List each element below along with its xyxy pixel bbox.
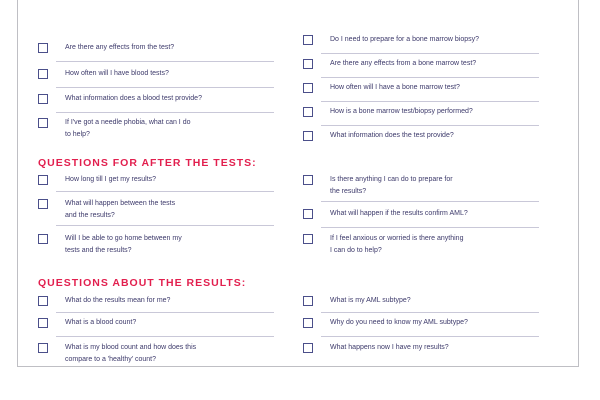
question-item[interactable] — [38, 342, 268, 368]
divider — [321, 77, 539, 78]
question-text: What will happen if the results confirm AML? — [330, 210, 468, 217]
question-text: If I feel anxious or worried is there anything I can do to help? — [330, 235, 464, 254]
question-item[interactable] — [38, 93, 268, 113]
checkbox[interactable] — [303, 175, 313, 185]
divider — [56, 336, 274, 337]
checkbox[interactable] — [38, 318, 48, 328]
question-item[interactable] — [303, 34, 533, 54]
question-text: Why do you need to know my AML subtype? — [330, 319, 468, 326]
divider — [321, 53, 539, 54]
checkbox[interactable] — [38, 43, 48, 53]
checkbox[interactable] — [303, 234, 313, 244]
checkbox[interactable] — [38, 175, 48, 185]
checkbox[interactable] — [303, 209, 313, 219]
question-item[interactable] — [303, 82, 533, 102]
divider — [56, 312, 274, 313]
question-item[interactable] — [38, 198, 268, 226]
question-text: How often will I have a bone marrow test? — [330, 84, 460, 91]
question-text: What is my AML subtype? — [330, 297, 411, 304]
checkbox[interactable] — [38, 118, 48, 128]
divider — [321, 336, 539, 337]
question-text: What is my blood count and how does this compare to a 'healthy' count? — [65, 344, 197, 363]
divider — [321, 125, 539, 126]
question-item[interactable] — [303, 174, 533, 202]
question-item[interactable] — [303, 106, 533, 126]
question-text: Is there anything I can do to prepare for the results? — [330, 176, 453, 195]
checkbox[interactable] — [303, 296, 313, 306]
checkbox[interactable] — [303, 83, 313, 93]
checkbox[interactable] — [303, 131, 313, 141]
question-text: Are there any effects from the test? — [65, 44, 175, 51]
question-text: What happens now I have my results? — [330, 344, 449, 351]
divider — [321, 101, 539, 102]
divider — [321, 201, 539, 202]
question-item[interactable] — [38, 117, 268, 145]
divider — [56, 191, 274, 192]
question-text: How often will I have blood tests? — [65, 70, 169, 77]
question-item[interactable] — [303, 208, 533, 228]
question-item[interactable] — [303, 342, 533, 362]
question-item[interactable] — [303, 295, 533, 313]
section-heading-after-tests: QUESTIONS FOR AFTER THE TESTS: — [38, 157, 257, 169]
checkbox[interactable] — [38, 234, 48, 244]
question-text: How long till I get my results? — [65, 176, 157, 183]
divider — [321, 312, 539, 313]
question-text: Do I need to prepare for a bone marrow biopsy? — [330, 36, 480, 43]
question-text: Are there any effects from a bone marrow test? — [330, 60, 477, 67]
checkbox[interactable] — [38, 296, 48, 306]
question-text: What will happen between the tests and the results? — [65, 200, 176, 219]
divider — [321, 227, 539, 228]
question-text: What do the results mean for me? — [65, 297, 171, 304]
question-item[interactable] — [303, 317, 533, 337]
page-border-left — [17, 0, 18, 366]
question-item[interactable] — [38, 174, 268, 192]
question-text: What is a blood count? — [65, 319, 137, 326]
question-item[interactable] — [303, 58, 533, 78]
checkbox[interactable] — [38, 94, 48, 104]
checkbox[interactable] — [38, 69, 48, 79]
checkbox[interactable] — [303, 318, 313, 328]
checkbox[interactable] — [38, 199, 48, 209]
checkbox[interactable] — [303, 35, 313, 45]
question-item[interactable] — [38, 317, 268, 337]
page-border-right — [578, 0, 579, 366]
question-item[interactable] — [38, 42, 268, 62]
divider — [56, 225, 274, 226]
question-text: What information does a blood test provide? — [65, 95, 202, 102]
question-text: What information does the test provide? — [330, 132, 454, 139]
question-text: If I've got a needle phobia, what can I do to help? — [65, 119, 191, 138]
question-item[interactable] — [303, 233, 533, 261]
question-item[interactable] — [38, 295, 268, 313]
section-heading-about-results: QUESTIONS ABOUT THE RESULTS: — [38, 277, 247, 289]
checkbox[interactable] — [303, 59, 313, 69]
checkbox[interactable] — [303, 343, 313, 353]
divider — [56, 112, 274, 113]
question-item[interactable] — [38, 233, 268, 261]
question-item[interactable] — [38, 68, 268, 88]
question-text: Will I be able to go home between my tests and the results? — [65, 235, 182, 254]
question-text: How is a bone marrow test/biopsy performed? — [330, 108, 473, 115]
divider — [56, 87, 274, 88]
question-item[interactable] — [303, 130, 533, 148]
checkbox[interactable] — [38, 343, 48, 353]
checkbox[interactable] — [303, 107, 313, 117]
divider — [56, 61, 274, 62]
